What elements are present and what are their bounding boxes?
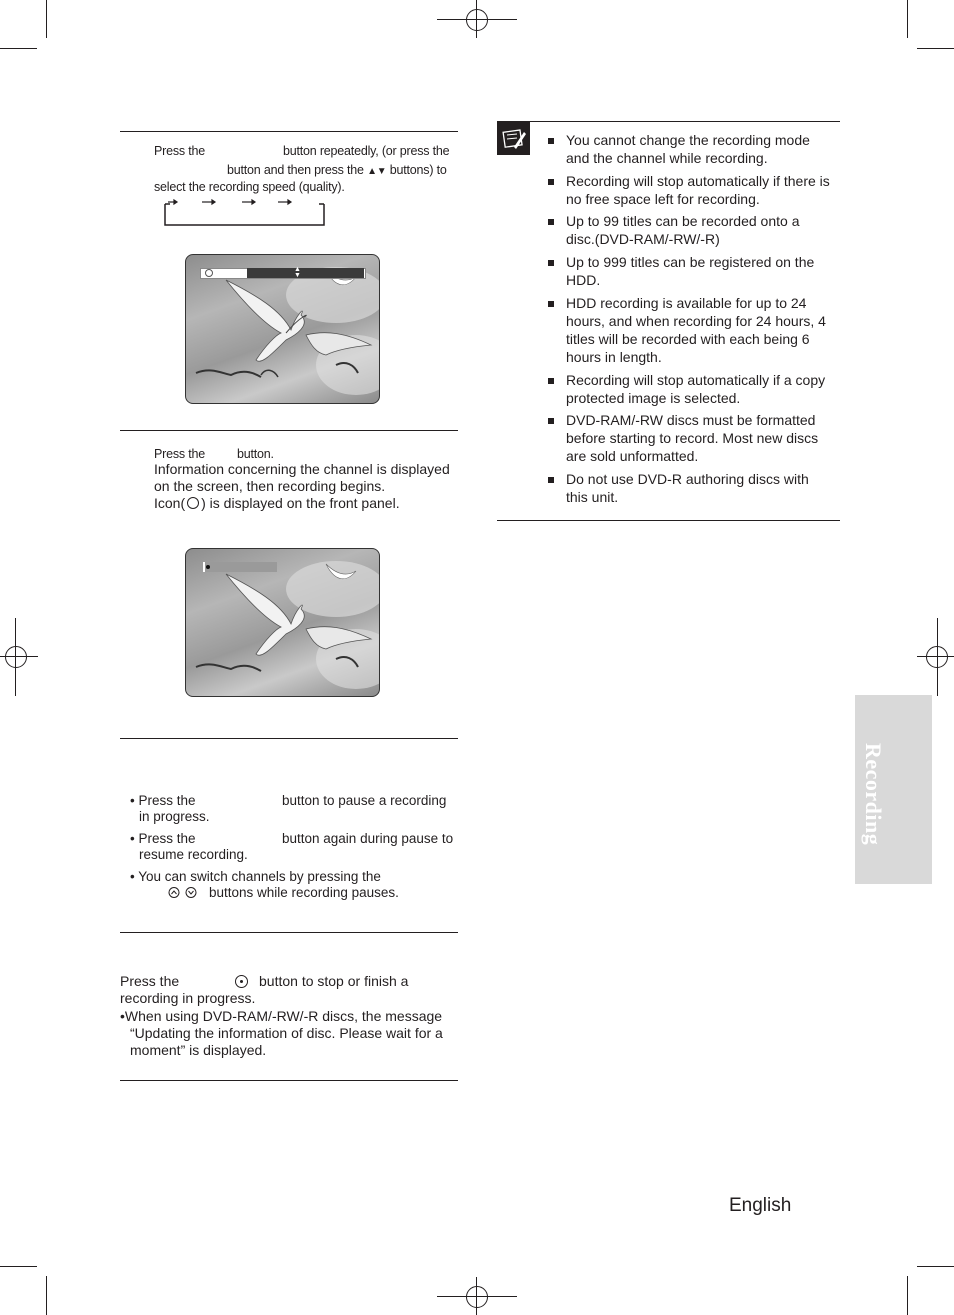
note-item (566, 372, 825, 408)
note-line: hours, and when recording for 24 hours, 4 (566, 313, 826, 329)
pause-bullet-1-end: button to pause a recording (282, 793, 447, 808)
note-item (566, 412, 818, 466)
crop-mark (0, 48, 37, 49)
pause-bullet-2 (130, 830, 196, 847)
note-line: HDD recording is available for up to 24 (566, 295, 807, 311)
registration-line (917, 656, 954, 657)
section-divider (120, 932, 458, 933)
record-step-line3: on the screen, then recording begins. (154, 478, 386, 494)
speed-step-prefix: Press the (154, 144, 206, 158)
registration-line (437, 1296, 517, 1297)
note-line: and the channel while recording. (566, 150, 768, 166)
section-divider (120, 1080, 458, 1081)
section-divider (120, 738, 458, 739)
pause-bullet-1-cont: in progress. (139, 809, 210, 824)
note-line: are sold unformatted. (566, 448, 699, 464)
pause-bullet-1 (130, 792, 196, 809)
osd-updown-icon: ▲ ▼ (294, 266, 301, 279)
crop-mark (46, 1276, 47, 1315)
note-bullet (548, 301, 554, 307)
osd-disc-icon (205, 269, 213, 277)
record-circle-icon (187, 497, 199, 509)
notes-bottom-rule (497, 520, 840, 521)
note-bullet (548, 179, 554, 185)
registration-line (476, 0, 477, 38)
note-line: protected image is selected. (566, 390, 741, 406)
note-line: You cannot change the recording mode (566, 132, 810, 148)
pause-bullet-2-cont: resume recording. (139, 847, 248, 862)
footer-language: English (729, 1195, 792, 1216)
pause-bullet-3 (130, 868, 381, 885)
registration-line (937, 618, 938, 696)
record-step-prefix: Press the (154, 447, 206, 461)
note-item (566, 132, 810, 168)
up-down-arrows-icon: ▲▼ (367, 166, 387, 177)
stop-step-line1: Press the (120, 973, 180, 989)
note-line: before starting to record. Most new discs (566, 430, 819, 446)
note-line: Recording will stop automatically if there is (566, 173, 830, 189)
record-step-line2: Information concerning the channel is displayed (154, 461, 450, 477)
note-item (566, 173, 830, 209)
stop-bullet-1 (120, 1008, 442, 1025)
crop-mark (917, 1266, 954, 1267)
section-divider (120, 131, 458, 132)
record-step-suffix: button. (237, 447, 274, 461)
bullet-dot: • (120, 1008, 125, 1024)
speed-step-line2-text: button and then press the (227, 163, 364, 177)
stop-step-line1-end: button to stop or finish a (259, 973, 409, 989)
note-line: DVD-RAM/-RW discs must be formatted (566, 412, 816, 428)
section-divider (120, 430, 458, 431)
registration-mark (466, 9, 488, 31)
speed-step-line1 (154, 142, 205, 160)
notes-top-rule (497, 121, 840, 122)
registration-line (15, 618, 16, 696)
note-line: hours in length. (566, 349, 662, 365)
note-line: titles will be recorded with each being 6 (566, 331, 810, 347)
note-line: Do not use DVD-R authoring discs with (566, 471, 809, 487)
note-line: HDD. (566, 272, 601, 288)
registration-line (476, 1277, 477, 1315)
osd-bar (203, 562, 277, 572)
bullet-dot: • (130, 831, 135, 846)
note-bullet (548, 219, 554, 225)
speed-step-line1-end (283, 142, 449, 160)
pause-bullet-3-line2: buttons while recording pauses. (209, 885, 399, 900)
stop-button-icon (235, 975, 248, 988)
note-bullet (548, 418, 554, 424)
stop-bullet-1-line3: moment” is displayed. (130, 1042, 267, 1058)
speed-step-suffix: button repeatedly, (or press the (283, 144, 450, 158)
crop-mark (907, 1276, 908, 1315)
note-bullet (548, 477, 554, 483)
speed-step-line2-end: buttons) to (389, 163, 447, 177)
note-bullet (548, 260, 554, 266)
record-step-line4-suffix: ) is displayed on the front panel. (201, 495, 400, 511)
osd-record-dot-icon (206, 565, 210, 569)
note-item (566, 254, 814, 290)
note-item (566, 295, 826, 367)
note-bullet (548, 138, 554, 144)
pause-b1-prefix: Press the (138, 793, 196, 808)
crop-mark (917, 48, 954, 49)
note-line: Up to 99 titles can be recorded onto a (566, 213, 800, 229)
pause-b2-prefix: Press the (138, 831, 196, 846)
registration-line (0, 656, 38, 657)
stop-b1-line1: When using DVD-RAM/-RW/-R discs, the message (124, 1008, 443, 1024)
note-item (566, 213, 799, 249)
speed-cycle-diagram (160, 198, 330, 230)
note-line: Up to 999 titles can be registered on the (566, 254, 815, 270)
note-bullet (548, 378, 554, 384)
record-step-line4 (154, 495, 400, 512)
screen-image-speed (185, 254, 380, 404)
pause-bullet-2-end: button again during pause to (282, 831, 454, 846)
crop-mark (46, 0, 47, 38)
record-step-line4-prefix: Icon( (154, 495, 186, 511)
stop-step-line2: recording in progress. (120, 990, 256, 1006)
bullet-dot: • (130, 793, 135, 808)
note-line: disc.(DVD-RAM/-RW/-R) (566, 231, 720, 247)
registration-line (437, 19, 517, 20)
note-line: this unit. (566, 489, 619, 505)
registration-mark (466, 1286, 488, 1308)
stop-dot (240, 980, 243, 983)
note-line: no free space left for recording. (566, 191, 760, 207)
pause-b3-line1: You can switch channels by pressing the (138, 869, 381, 884)
side-tab-label: Recording (861, 743, 886, 846)
pencil-note-icon (497, 122, 530, 155)
screen-image-record (185, 548, 380, 697)
crop-mark (907, 0, 908, 38)
speed-step-line3: select the recording speed (quality). (154, 180, 345, 194)
crop-mark (0, 1266, 37, 1267)
note-item (566, 471, 809, 507)
osd-bar-dark (247, 268, 364, 278)
channel-up-down-icon (168, 886, 200, 904)
bullet-dot: • (130, 869, 135, 884)
note-line: Recording will stop automatically if a copy (566, 372, 826, 388)
stop-bullet-1-line2: “Updating the information of disc. Please wait for a (130, 1025, 443, 1041)
registration-mark (5, 646, 27, 668)
